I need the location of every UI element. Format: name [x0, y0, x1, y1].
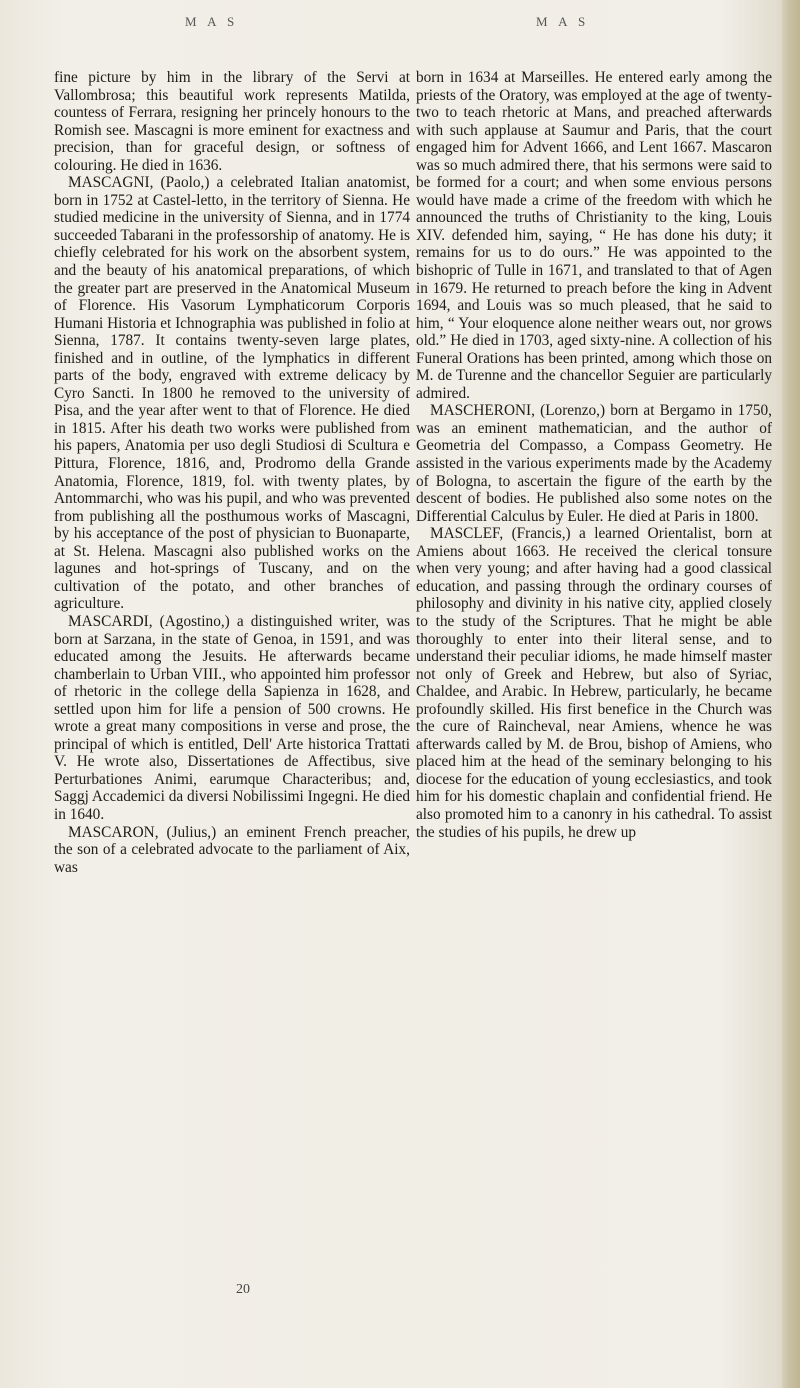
page-number: 20 — [236, 1282, 250, 1297]
right-running-head: M A S — [536, 14, 590, 29]
paragraph-mascagni-painter-end: fine picture by him in the library of the Servi at Vallombrosa; this beautiful work represents Matilda, countess of Ferrara, resigning her princely honours to the Romish see. Mascagni is more eminent for exactness and precision, than for graceful design, or softness of colouring. He died in 1636. — [54, 69, 410, 174]
entry-mascagni-paolo: MASCAGNI, (Paolo,) a celebrated Italian anatomist, born in 1752 at Castel-letto, in the territory of Sienna. He studied medicine in the university of Sienna, and in 1774 succeeded Tabarani in the professorship of anatomy. He is chiefly celebrated for his work on the absorbent system, and the beauty of his anatomical preparations, of which the greater part are preserved in the Anatomical Museum of Florence. His Vasorum Lymphaticorum Corporis Humani Historia et Ichnographia was published in folio at Sienna, 1787. It contains twenty-seven large plates, finished and in outline, of the lymphatics in different parts of the body, engraved with extreme delicacy by Cyro Sancti. In 1800 he removed to the university of Pisa, and the year after went to that of Florence. He died in 1815. After his death two works were published from his papers, Anatomia per uso degli Studiosi di Scultura e Pittura, Florence, 1816, and, Prodromo della Grande Anatomia, Florence, 1819, fol. with twenty plates, by Antommarchi, who was his pupil, and who was prevented from publishing all the posthumous works of Mascagni, by his acceptance of the post of physician to Buonaparte, at St. Helena. Mascagni also published works on the lagunes and hot-springs of Tuscany, and on the cultivation of the potato, and other branches of agriculture. — [54, 174, 410, 613]
page-edge-binding — [782, 0, 800, 1388]
entry-mascaron-start: MASCARON, (Julius,) an eminent French preacher, the son of a celebrated advocate to the parliament of Aix, was — [54, 823, 410, 876]
left-running-head: M A S — [185, 14, 239, 29]
entry-mascaron-continued: born in 1634 at Marseilles. He entered early among the priests of the Oratory, was employed at the age of twenty-two to teach rhetoric at Mans, and preached afterwards with such applause at Saumur and Paris, that the court engaged him for Advent 1666, and Lent 1667. Mascaron was so much admired there, that his sermons were said to be formed for a court; and when some envious persons would have made a crime of the freedom with which he announced the truths of Christianity to the king, Louis XIV. defended him, saying, “ He has done his duty; it remains for us to do ours.” He was appointed to the bishopric of Tulle in 1671, and translated to that of Agen in 1679. He returned to preach before the king in Advent 1694, and Louis was so much pleased, that he said to him, “ Your eloquence alone neither wears out, nor grows old.” He died in 1703, aged sixty-nine. A collection of his Funeral Orations has been printed, among which those on M. de Turenne and the chancellor Seguier are particularly admired. — [416, 69, 772, 402]
entry-mascardi: MASCARDI, (Agostino,) a distinguished writer, was born at Sarzana, in the state of Genoa, in 1591, and was educated among the Jesuits. He afterwards became chamberlain to Urban VIII., who appointed him professor of rhetoric in the college della Sapienza in 1628, and settled upon him for life a pension of 500 crowns. He wrote a great many compositions in verse and prose, the principal of which is entitled, Dell' Arte historica Trattati V. He wrote also, Dissertationes de Affectibus, sive Perturbationes Animi, earumque Characteribus; and, Saggj Accademici da diversi Nobilissimi Ingegni. He died in 1640. — [54, 612, 411, 823]
entry-masclef: MASCLEF, (Francis,) a learned Orientalist, born at Amiens about 1663. He received the clerical tonsure when very young; and after having had a good classical education, and passing through the ordinary courses of philosophy and divinity in his native city, applied closely to the study of the Scriptures. That he might be able thoroughly to enter into their literal sense, and to understand their peculiar idioms, he made himself master not only of Greek and Hebrew, but also of Syriac, Chaldee, and Arabic. In Hebrew, particularly, he became profoundly skilled. His first benefice in the Church was the cure of Raincheval, near Amiens, whence he was afterwards called by M. de Brou, bishop of Amiens, who placed him at the head of the seminary belonging to his diocese for the education of young ecclesiastics, and took him for his domestic chaplain and confidential friend. He also promoted him to a canonry in his cathedral. To assist the studies of his pupils, he drew up — [416, 525, 772, 841]
left-column — [54, 69, 410, 876]
entry-mascheroni: MASCHERONI, (Lorenzo,) born at Bergamo in 1750, was an eminent mathematician, and the author of Geometria del Compasso, a Compass Geometry. He assisted in the various experiments made by the Academy of Bologna, to ascertain the figure of the earth by the descent of bodies. He published also some notes on the Differential Calculus by Euler. He died at Paris in 1800. — [416, 402, 772, 525]
right-column — [416, 69, 772, 841]
